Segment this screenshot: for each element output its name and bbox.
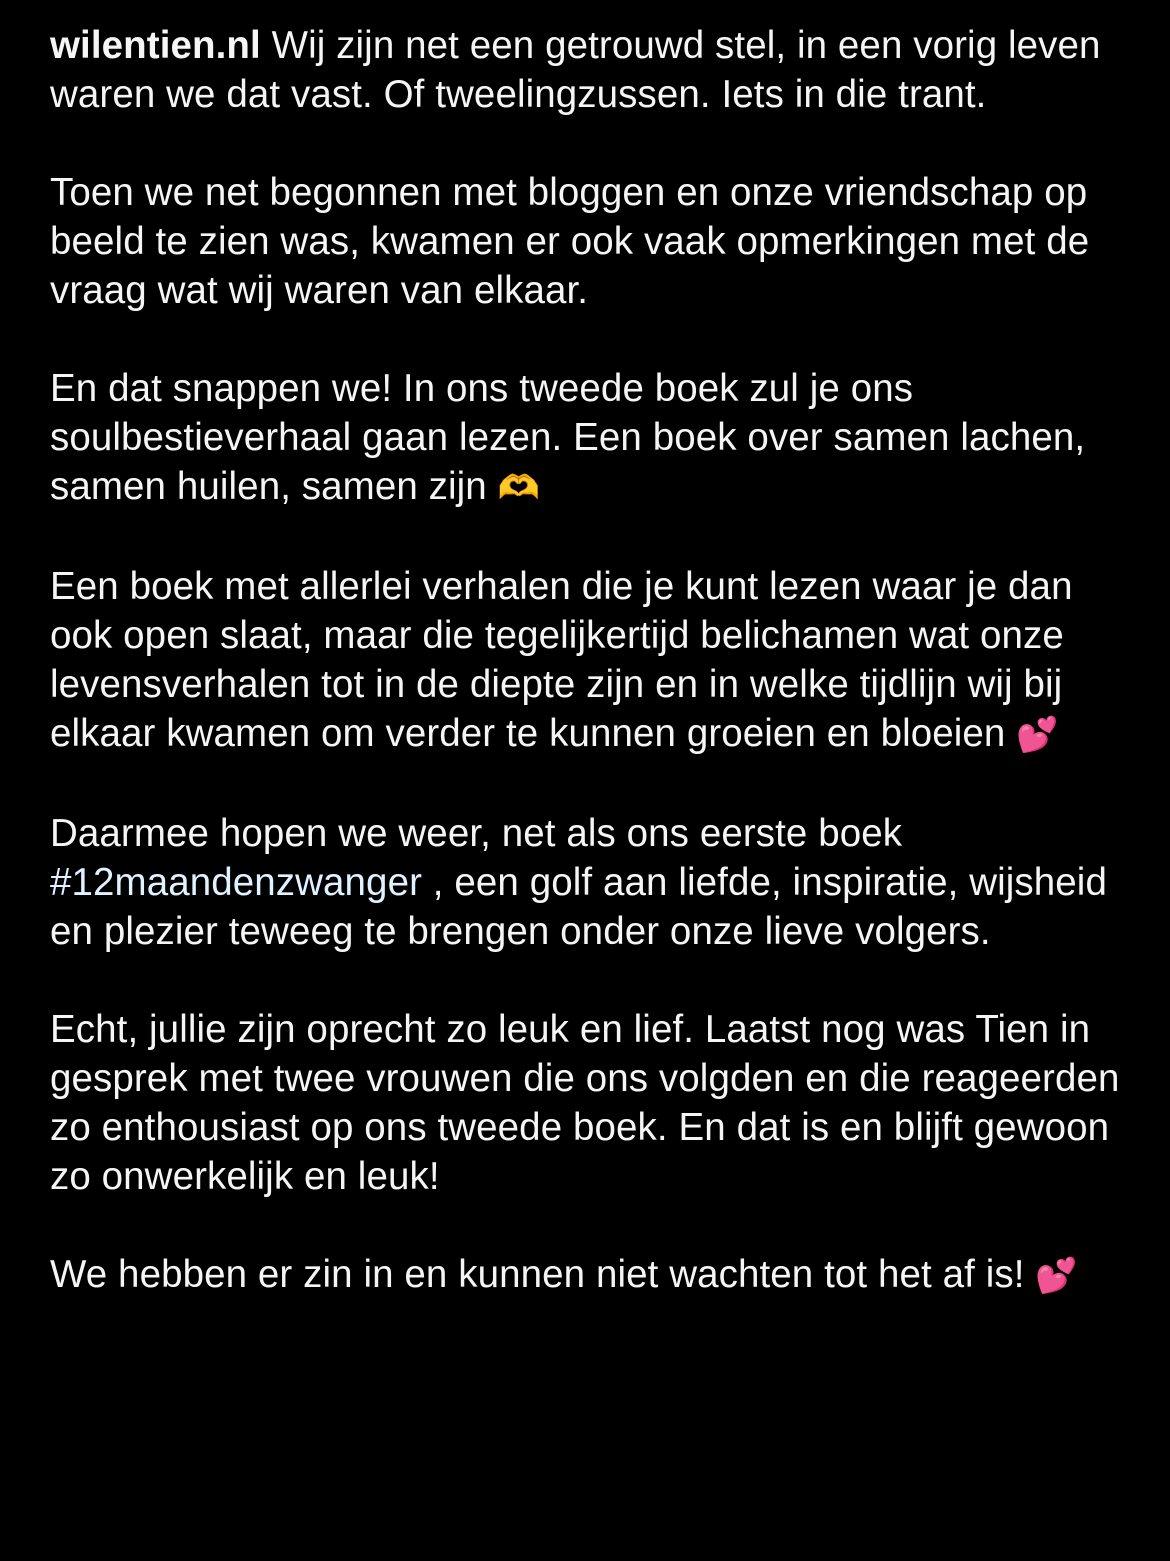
caption-text: Een boek met allerlei verhalen die je kunt lezen waar je dan ook open slaat, maar die tegelijkertijd belichamen wat onze levensverhalen tot in de diepte zijn en in welke tijdlijn wij bij elkaar kwamen om verder te kunnen groeien en bloeien — [50, 565, 1073, 755]
caption-text: Daarmee hopen we weer, net als ons eerste boek — [50, 812, 903, 855]
caption-paragraph-2 — [50, 168, 1145, 315]
hashtag-link[interactable]: #12maandenzwanger — [50, 861, 422, 904]
caption-paragraph-5 — [50, 809, 1145, 956]
caption-text: , een golf aan liefde, inspiratie, wijsheid en plezier teweeg te brengen onder onze lieve volgers. — [50, 861, 1107, 953]
caption-paragraph-4 — [50, 562, 1145, 760]
caption-paragraph-6 — [50, 1005, 1145, 1201]
caption-text: Toen we net begonnen met bloggen en onze vriendschap op beeld te zien was, kwamen er ook vaak opmerkingen met de vraag wat wij waren van elkaar. — [50, 171, 1090, 312]
caption-paragraph-7 — [50, 1250, 1145, 1301]
caption-paragraph-1 — [50, 21, 1145, 119]
caption-text: Wij zijn net een getrouwd stel, in een vorig leven waren we dat vast. Of tweelingzussen. Iets in die trant. — [50, 24, 1101, 116]
two-hearts-icon: 💕 — [1016, 715, 1059, 755]
two-hearts-icon: 💕 — [1035, 1256, 1078, 1296]
caption-text: Echt, jullie zijn oprecht zo leuk en lief. Laatst nog was Tien in gesprek met twee vrouwen die ons volgden en die reageerden zo enthousiast op ons tweede boek. En dat is en blijft gewoon zo onwerkelijk en leuk! — [50, 1008, 1120, 1198]
heart-hands-icon: 🫶 — [497, 468, 541, 508]
username-link[interactable]: wilentien.nl — [50, 24, 261, 67]
caption-paragraph-3 — [50, 364, 1145, 513]
caption-text: We hebben er zin in en kunnen niet wachten tot het af is! — [50, 1253, 1036, 1296]
caption-text: En dat snappen we! In ons tweede boek zul je ons soulbestieverhaal gaan lezen. Een boek over samen lachen, samen huilen, samen zijn — [50, 367, 1086, 508]
post-caption — [50, 21, 1145, 1301]
